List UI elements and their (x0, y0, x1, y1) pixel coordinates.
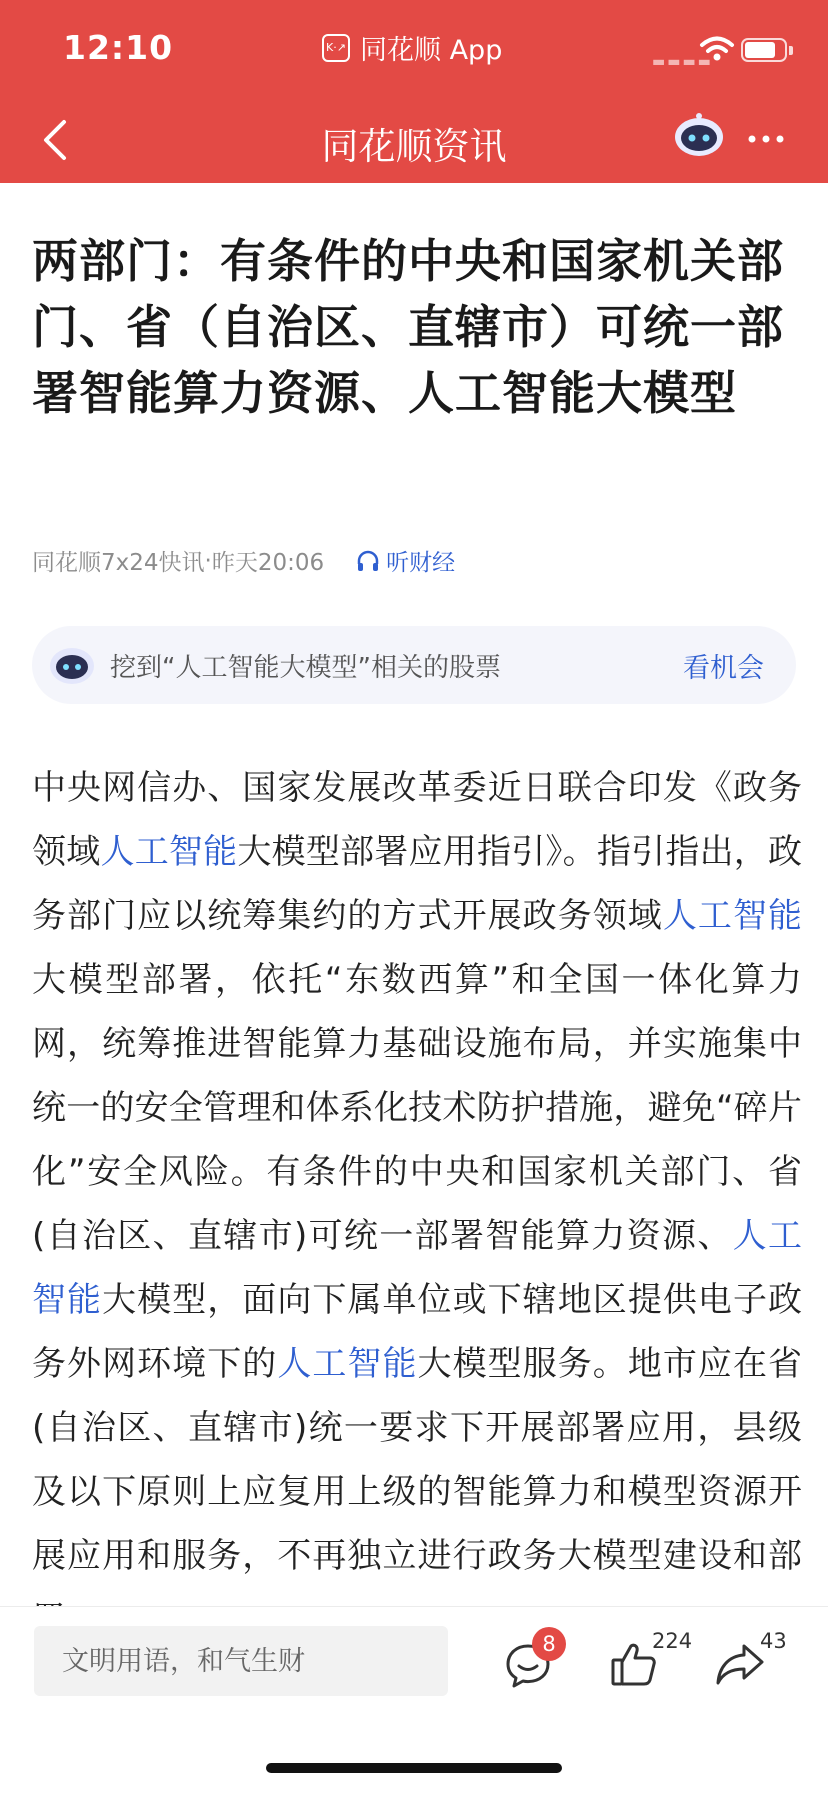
like-count: 224 (652, 1629, 693, 1653)
status-app-name: 同花顺 App (360, 35, 503, 66)
stock-concept-link[interactable]: 人工智能 (662, 896, 803, 936)
article-body (32, 756, 802, 1594)
status-time: 12:10 (63, 28, 174, 67)
comment-input[interactable] (34, 1626, 448, 1696)
meta-separator: · (204, 547, 212, 574)
listen-button[interactable] (356, 544, 455, 577)
status-app (322, 28, 502, 67)
body-text: 中央网信办、国家发展改革委近日联合印发《政务领域 (32, 768, 802, 872)
stock-concept-link[interactable]: 人工智能 (32, 1216, 803, 1320)
robot-assistant-icon[interactable] (672, 110, 726, 160)
body-text: 大模型服务。地市应在省(自治区、直辖市)统一要求下开展部署应用，县级及以下原则上应复用上级的智能算力和模型资源开展应用和服务，不再独立进行政务大模型建设和部 (32, 1344, 803, 1576)
robot-icon (48, 643, 96, 687)
article-time: 昨天20:06 (211, 550, 325, 576)
listen-label: 听财经 (386, 550, 456, 576)
like-icon[interactable] (610, 1640, 658, 1688)
share-count: 43 (760, 1629, 787, 1653)
more-icon[interactable] (744, 124, 788, 154)
page-title: 同花顺资讯 (321, 125, 507, 168)
wifi-icon (700, 36, 734, 62)
battery-icon (741, 38, 787, 62)
article-source: 同花顺7x24快讯 (32, 550, 205, 576)
article-paragraph (32, 756, 802, 1652)
see-opportunity-link[interactable]: 看机会 (683, 652, 764, 684)
home-indicator (266, 1763, 562, 1773)
comment-count-badge: 8 (532, 1627, 566, 1661)
article-meta (32, 544, 455, 577)
header (0, 0, 828, 183)
banner-text: 挖到“人工智能大模型”相关的股票 (110, 652, 501, 683)
share-icon[interactable] (714, 1640, 766, 1688)
article-title: 两部门：有条件的中央和国家机关部门、省（自治区、直辖市）可统一部署智能算力资源、人工智能大模型 (32, 234, 784, 420)
signal-icon: ▬▬▬▬ (652, 54, 713, 70)
stock-concept-link[interactable]: 人工智能 (100, 832, 238, 872)
body-text: 大模型，面向下属单位或下辖地区提供电子政务外网环境下的 (32, 1280, 803, 1384)
app-logo-icon: K·↗ (322, 34, 350, 62)
stock-concept-link[interactable]: 人工智能 (277, 1344, 418, 1384)
headphones-icon (356, 549, 380, 573)
stock-banner[interactable] (32, 626, 796, 704)
body-text: 大模型部署，依托“东数西算”和全国一体化算力网，统筹推进智能算力基础设施布局，并实施集中统一的安全管理和体系化技术防护措施，避免“碎片化”安全风险。有条件的中央和国家机关部门、省(自治区、直辖市)可统一部署智能算力资源、 (32, 960, 802, 1256)
body-text: 大模型部署应用指引》。指引指出，政务部门应以统筹集约的方式开展政务领域 (32, 832, 803, 936)
